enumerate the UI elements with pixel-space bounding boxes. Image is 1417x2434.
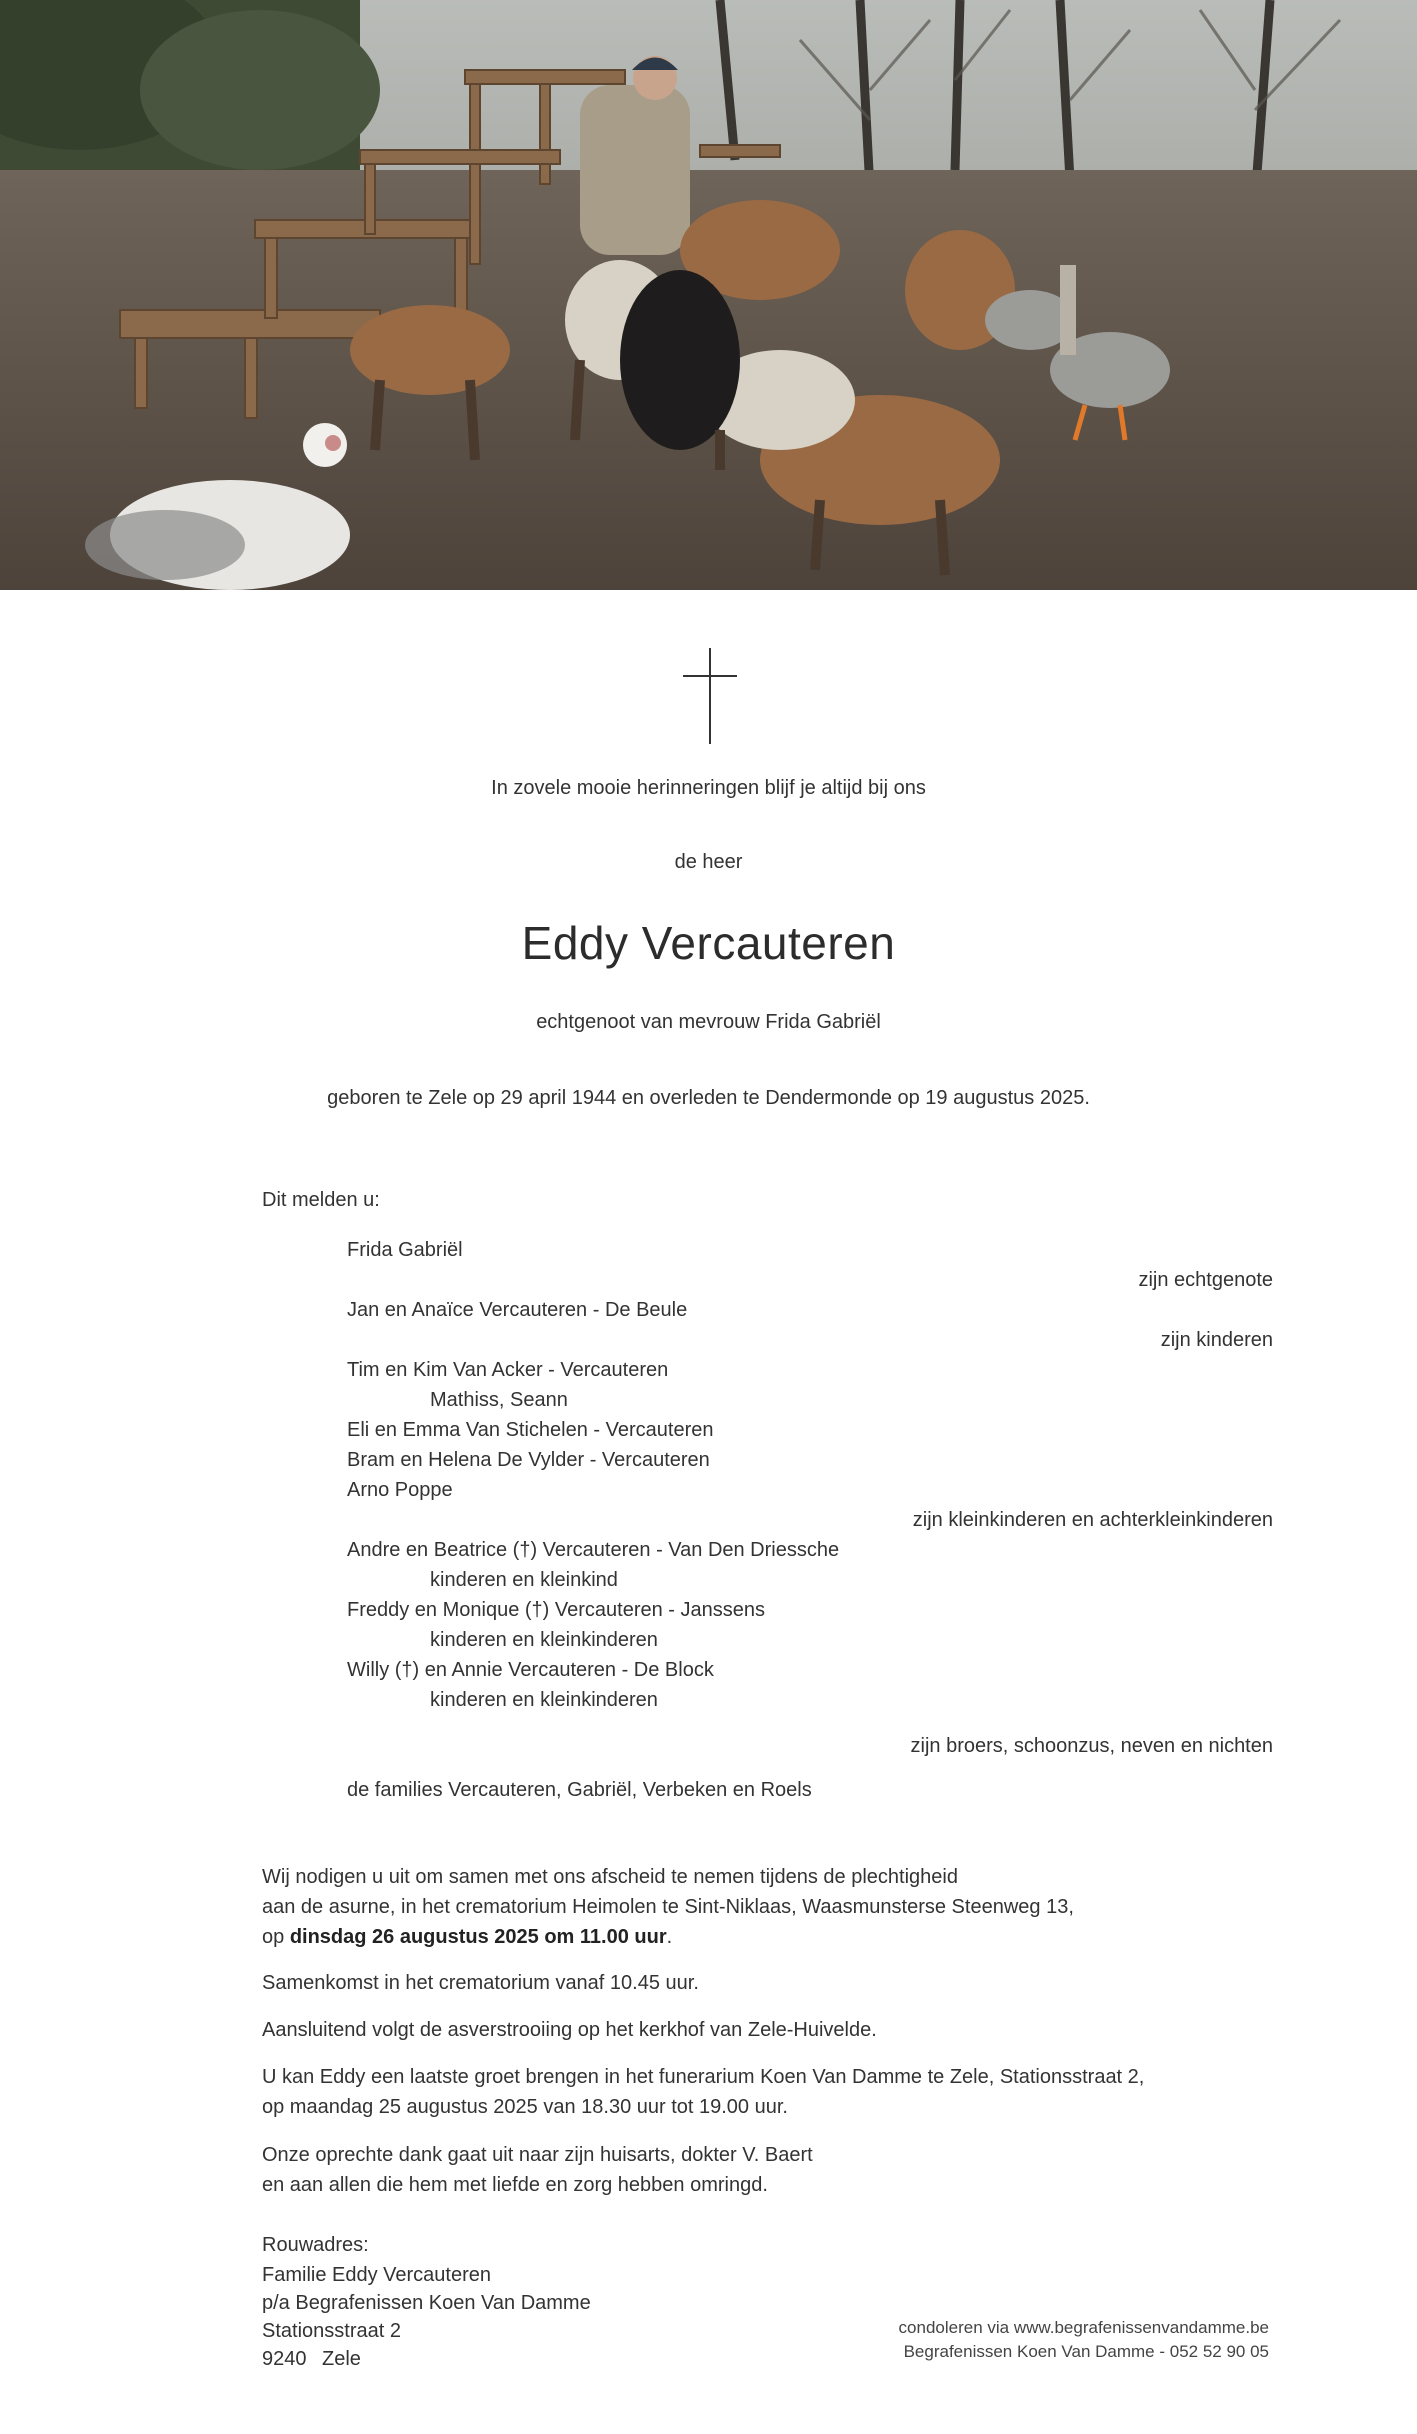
family-name-line: Eli en Emma Van Stichelen - Vercauteren [347,1419,714,1441]
address-label: Rouwadres: [262,2234,369,2256]
ceremony-date-suffix: . [666,1926,673,1948]
visitation-line-2: op maandag 25 augustus 2025 van 18.30 uur tot 19.00 uur. [262,2096,788,2118]
address-postcode: 9240 [262,2348,307,2370]
address-city: Zele [322,2348,361,2370]
family-name-line: Jan en Anaïce Vercauteren - De Beule [347,1299,688,1321]
scattering-line: Aansluitend volgt de asverstrooiing op het kerkhof van Zele-Huivelde. [262,2019,877,2041]
address-line-2: p/a Begrafenissen Koen Van Damme [262,2292,591,2314]
visitation-line-1: U kan Eddy een laatste groet brengen in het funerarium Koen Van Damme te Zele, Stationsstraat 2, [262,2066,1145,2088]
relation-line: zijn kleinkinderen en achterkleinkinderen [912,1509,1273,1531]
family-name-line: Willy (†) en Annie Vercauteren - De Block [347,1659,714,1681]
memorial-quote: In zovele mooie herinneringen blijf je altijd bij ons [491,777,926,799]
ceremony-date: dinsdag 26 augustus 2025 om 11.00 uur [289,1926,667,1948]
ceremony-line-2: aan de asurne, in het crematorium Heimolen te Sint-Niklaas, Waasmunsterse Steenweg 13, [262,1896,1074,1918]
gathering-line: Samenkomst in het crematorium vanaf 10.45 uur. [262,1972,699,1994]
relation-line: zijn kinderen [1160,1329,1273,1351]
siblings-relation-line: zijn broers, schoonzus, neven en nichten [910,1735,1273,1757]
thanks-line-2: en aan allen die hem met liefde en zorg hebben omringd. [262,2174,768,2196]
relation-line: zijn echtgenote [1138,1269,1273,1291]
family-name-line: Bram en Helena De Vylder - Vercauteren [347,1449,710,1471]
farmyard-illustration [0,0,1417,590]
announce-heading: Dit melden u: [262,1189,380,1211]
spouse-line: echtgenoot van mevrouw Frida Gabriël [536,1011,881,1033]
condolence-link[interactable]: condoleren via www.begrafenissenvandamme.be [898,2318,1269,2337]
birth-death-line: geboren te Zele op 29 april 1944 en overleden te Dendermonde op 19 augustus 2025. [327,1087,1090,1109]
ceremony-line-3 [262,1922,672,1952]
family-sub-line: kinderen en kleinkind [430,1569,618,1591]
address-line-3: Stationsstraat 2 [262,2320,401,2342]
thanks-line-1: Onze oprechte dank gaat uit naar zijn huisarts, dokter V. Baert [262,2144,813,2166]
families-line: de families Vercauteren, Gabriël, Verbeken en Roels [347,1779,812,1801]
address-line-1: Familie Eddy Vercauteren [262,2264,492,2286]
family-name-line: Tim en Kim Van Acker - Vercauteren [347,1359,669,1381]
family-name-line: Frida Gabriël [347,1239,463,1261]
ceremony-line-1: Wij nodigen u uit om samen met ons afscheid te nemen tijdens de plechtigheid [262,1866,958,1888]
family-sub-line: kinderen en kleinkinderen [430,1689,658,1711]
undertaker-contact: Begrafenissen Koen Van Damme - 052 52 90 05 [903,2342,1269,2361]
cross-icon [683,648,737,744]
deceased-name: Eddy Vercauteren [521,917,896,969]
family-name-line: Andre en Beatrice (†) Vercauteren - Van Den Driessche [347,1539,840,1561]
family-name-line: Arno Poppe [347,1479,453,1501]
family-sub-line: kinderen en kleinkinderen [430,1629,658,1651]
ceremony-date-prefix: op [262,1926,290,1948]
header-photo [0,0,1417,590]
honorific: de heer [674,851,743,873]
family-sub-line: Mathiss, Seann [430,1389,568,1411]
family-name-line: Freddy en Monique (†) Vercauteren - Janssens [347,1599,765,1621]
